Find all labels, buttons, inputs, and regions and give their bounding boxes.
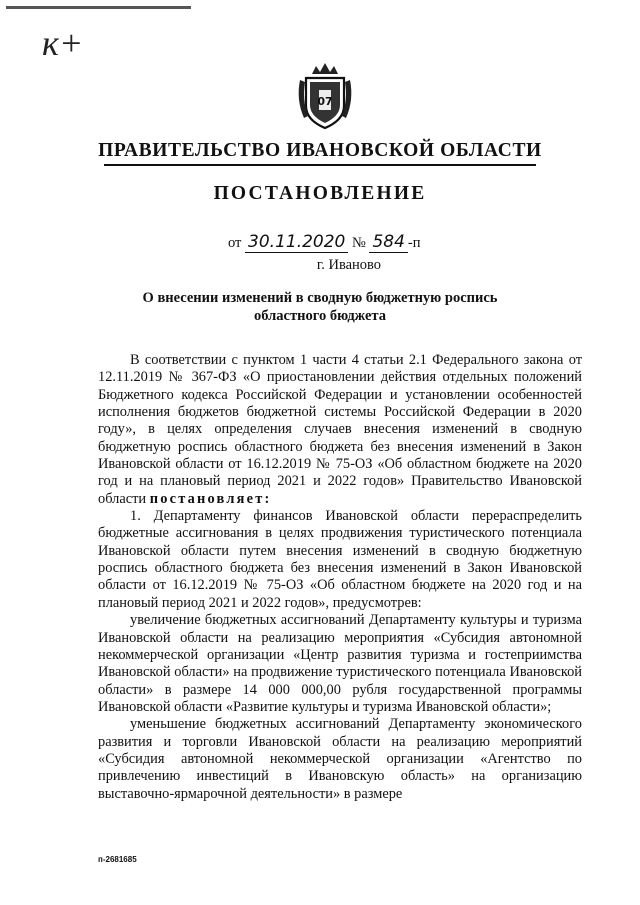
decree-number: 584: [369, 232, 407, 253]
dateline: [228, 232, 421, 252]
svg-text:07: 07: [317, 95, 333, 108]
decree-keyword: постановляет:: [149, 490, 272, 507]
scan-artifact-line: [6, 6, 191, 9]
paragraph-decrease: уменьшение бюджетных ассигнований Департаменту экономического развития и торговли Ивановской области на реализацию мероприятий «Субсидия автономной некоммерческой организации «Агентство по привлечению инвестиций в Ивановскую область» на организацию выставочно-ярмарочной деятельности» в размере: [98, 716, 582, 802]
decree-date: 30.11.2020: [245, 232, 348, 253]
paragraph-preamble: [98, 352, 582, 508]
handwritten-mark: к+: [42, 23, 84, 63]
decree-body: [98, 352, 582, 803]
document-type: ПОСТАНОВЛЕНИЕ: [213, 183, 427, 204]
number-suffix: -п: [407, 235, 421, 251]
subject-line-1: О внесении изменений в сводную бюджетную роспись: [142, 290, 498, 306]
government-title: ПРАВИТЕЛЬСТВО ИВАНОВСКОЙ ОБЛАСТИ: [98, 140, 542, 161]
number-sign: №: [352, 235, 366, 251]
city: г. Иваново: [316, 257, 382, 273]
document-code: п-2681685: [98, 855, 137, 864]
preamble-text: В соответствии с пунктом 1 части 4 статьи 2.1 Федерального закона от 12.11.2019 № 367-ФЗ «О приостановлении действия отдельных положений Бюджетного кодекса Российской Федерации и установлении особенностей исполнения бюджетов бюджетной системы Российской Федерации в 2020 году», в целях определения случаев внесения изменений в сводную бюджетную роспись областного бюджета без внесения изменений в Закон Ивановской области от 16.12.2019 № 75-ОЗ «Об областном бюджете на 2020 год и на плановый период 2021 и 2022 годов» Правительство Ивановской области: [98, 352, 582, 507]
title-underline: [104, 164, 536, 166]
subject-line-2: областного бюджета: [254, 308, 386, 324]
decree-subject: [120, 289, 520, 325]
date-prefix: от: [228, 235, 242, 251]
paragraph-increase: увеличение бюджетных ассигнований Департаменту культуры и туризма Ивановской области на реализацию мероприятия «Субсидия автономной некоммерческой организации «Центр развития туризма и гостеприимства Ивановской области» на продвижение туристического потенциала Ивановской области» в размере 14 000 000,00 рубля государственной программы Ивановской области «Развитие культуры и туризма Ивановской области»;: [98, 612, 582, 715]
coat-of-arms-icon: [296, 60, 354, 132]
paragraph-item-1: 1. Департаменту финансов Ивановской области перераспределить бюджетные ассигнования в целях продвижения туристического потенциала Ивановской области путем внесения изменений в сводную бюджетную роспись областного бюджета без внесения изменений в Закон Ивановской области от 16.12.2019 № 75-ОЗ «Об областном бюджете на 2020 год и на плановый период 2021 и 2022 годов», предусмотрев:: [98, 508, 582, 611]
